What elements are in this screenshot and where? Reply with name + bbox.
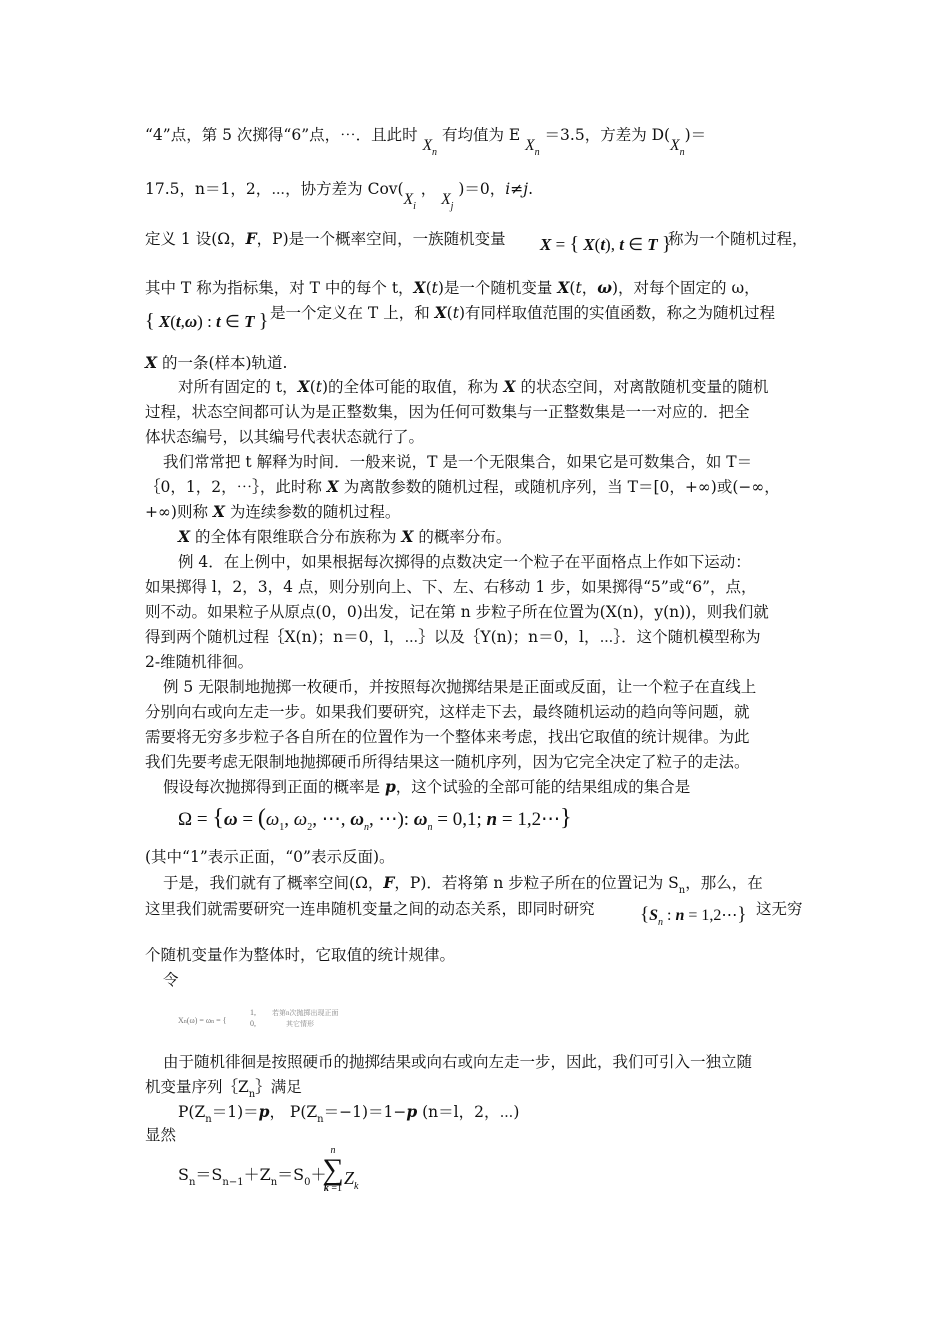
- text-line-26: 于是，我们就有了概率空间(Ω，F，P)．若将第 n 步粒子所在的位置记为 $S_n$，那么，在: [163, 873, 763, 896]
- text-line-19: 例 5 无限制地抛掷一枚硬币，并按照每次抛掷结果是正面或反面，让一个粒子在直线上: [163, 678, 757, 696]
- sum-term: $Z_k$: [344, 1168, 359, 1192]
- text-line-11: ｛0，1，2，⋯｝，此时称 X 为离散参数的随机过程，或随机序列，当 T＝[0，+∞)或(−∞，: [145, 477, 780, 496]
- text-line-31: 由于随机徘徊是按照硬币的抛掷结果或向右或向左走一步，因此，我们可引入一独立随: [163, 1053, 753, 1071]
- sum-symbol: n ∑ k =1: [322, 1145, 344, 1194]
- text-line-27: 这里我们就需要研究一连串随机变量之间的动态关系，即同时研究: [145, 900, 595, 918]
- text-line-12: +∞)则称 X 为连续参数的随机过程。: [145, 502, 401, 521]
- text-line-6: X 的一条(样本)轨道.: [145, 353, 288, 372]
- text-line-23: 假设每次抛掷得到正面的概率是 p，这个试验的全部可能的结果组成的集合是: [163, 777, 691, 796]
- formula-sn-sum: $S_n=S_{n-1}+Z_n=S_0+$: [178, 1165, 327, 1188]
- text-line-13: X 的全体有限维联合分布族称为 X 的概率分布。: [178, 527, 512, 546]
- text-line-27b: 这无穷: [756, 900, 803, 918]
- text-line-3b: 称为一个随机过程，: [668, 230, 808, 248]
- formula-sn-sequence: {$S_n$ : n = 1,2⋯}: [640, 904, 747, 928]
- text-line-28: 个随机变量作为整体时，它取值的统计规律。: [145, 946, 456, 964]
- text-line-16: 则不动。如果粒子从原点(0，0)出发，记在第 n 步粒子所在位置为(X(n)，y(n))，则我们就: [145, 603, 769, 621]
- text-line-9: 体状态编号，以其编号代表状态就行了。: [145, 428, 425, 446]
- text-line-21: 需要将无穷多步粒子各自所在的位置作为一个整体来考虑，找出它取值的统计规律。为此: [145, 728, 750, 746]
- text-line-32: 机变量序列$\{Z_n\}$满足: [145, 1078, 302, 1100]
- text-line-1: “4”点，第 5 次掷得“6”点，⋯．且此时 $X_n$ 有均值为 E $X_n =3.5$，方差为 $D(X_n)=$: [145, 126, 707, 158]
- text-line-18: 2-维随机徘徊。: [145, 653, 254, 671]
- text-line-4: 其中 T 称为指标集，对 T 中的每个 t，X(t)是一个随机变量 X(t，ω)，对每个固定的 ω，: [145, 278, 760, 297]
- text-line-7: 对所有固定的 t，X(t)的全体可能的取值，称为 X 的状态空间，对离散随机变量的随机: [178, 377, 769, 396]
- text-line-33: $P(Z_n=1)=p$， $P(Z_n=-1)=1-p$ (n＝l，2，⋯): [178, 1102, 520, 1125]
- text-line-15: 如果掷得 l，2，3，4 点，则分别向上、下、左、右移动 1 步，如果掷得“5”或“6”，点，: [145, 578, 757, 596]
- text-line-17: 得到两个随机过程｛X(n)；n＝0，l，⋯｝以及｛Y(n)；n＝0，l，⋯｝．这个随机模型称为: [145, 628, 761, 646]
- text-line-29: 令: [163, 971, 179, 989]
- text-line-25: (其中“1”表示正面，“0”表示反面)。: [145, 848, 395, 866]
- text-line-20: 分别向右或向左走一步。如果我们要研究，这样走下去，最终随机运动的趋向等问题，就: [145, 703, 750, 721]
- text-line-5: 是一个定义在 T 上，和 X(t)有同样取值范围的实值函数，称之为随机过程: [270, 303, 776, 322]
- text-line-8: 过程，状态空间都可认为是正整数集，因为任何可数集与一正整数集是一一对应的．把全: [145, 403, 750, 421]
- text-line-3: 定义 1 设(Ω，F，P)是一个概率空间，一族随机变量: [145, 229, 506, 248]
- formula-sample-path: { X(t,ω) : t ∈ T }: [145, 310, 269, 332]
- formula-indicator: Xn(ω) = ωn = { 1, 0, 若第n次抛掷出现正面 其它情形: [178, 1008, 339, 1028]
- formula-random-process: X = { X(t), t ∈ T }: [540, 233, 672, 255]
- formula-sample-space: $\Omega = \{\omega = (\omega_1$, $\omega_2$, ⋯, $\omega_n$, ⋯): $\omega_n = 0,1$; n = 1,2⋯}: [178, 805, 572, 833]
- text-line-34: 显然: [145, 1126, 177, 1144]
- text-line-22: 我们先要考虑无限制地抛掷硬币所得结果这一随机序列，因为它完全决定了粒子的走法。: [145, 753, 750, 771]
- text-line-10: 我们常常把 t 解释为时间．一般来说，T 是一个无限集合，如果它是可数集合，如 T＝: [163, 453, 753, 471]
- text-line-14: 例 4．在上例中，如果根据每次掷得的点数决定一个粒子在平面格点上作如下运动：: [178, 553, 751, 571]
- text-line-2: 17.5，n＝1，2，⋯，协方差为 $Cov(X_i$ ， $X_j$ )＝0，i≠j.: [145, 180, 534, 212]
